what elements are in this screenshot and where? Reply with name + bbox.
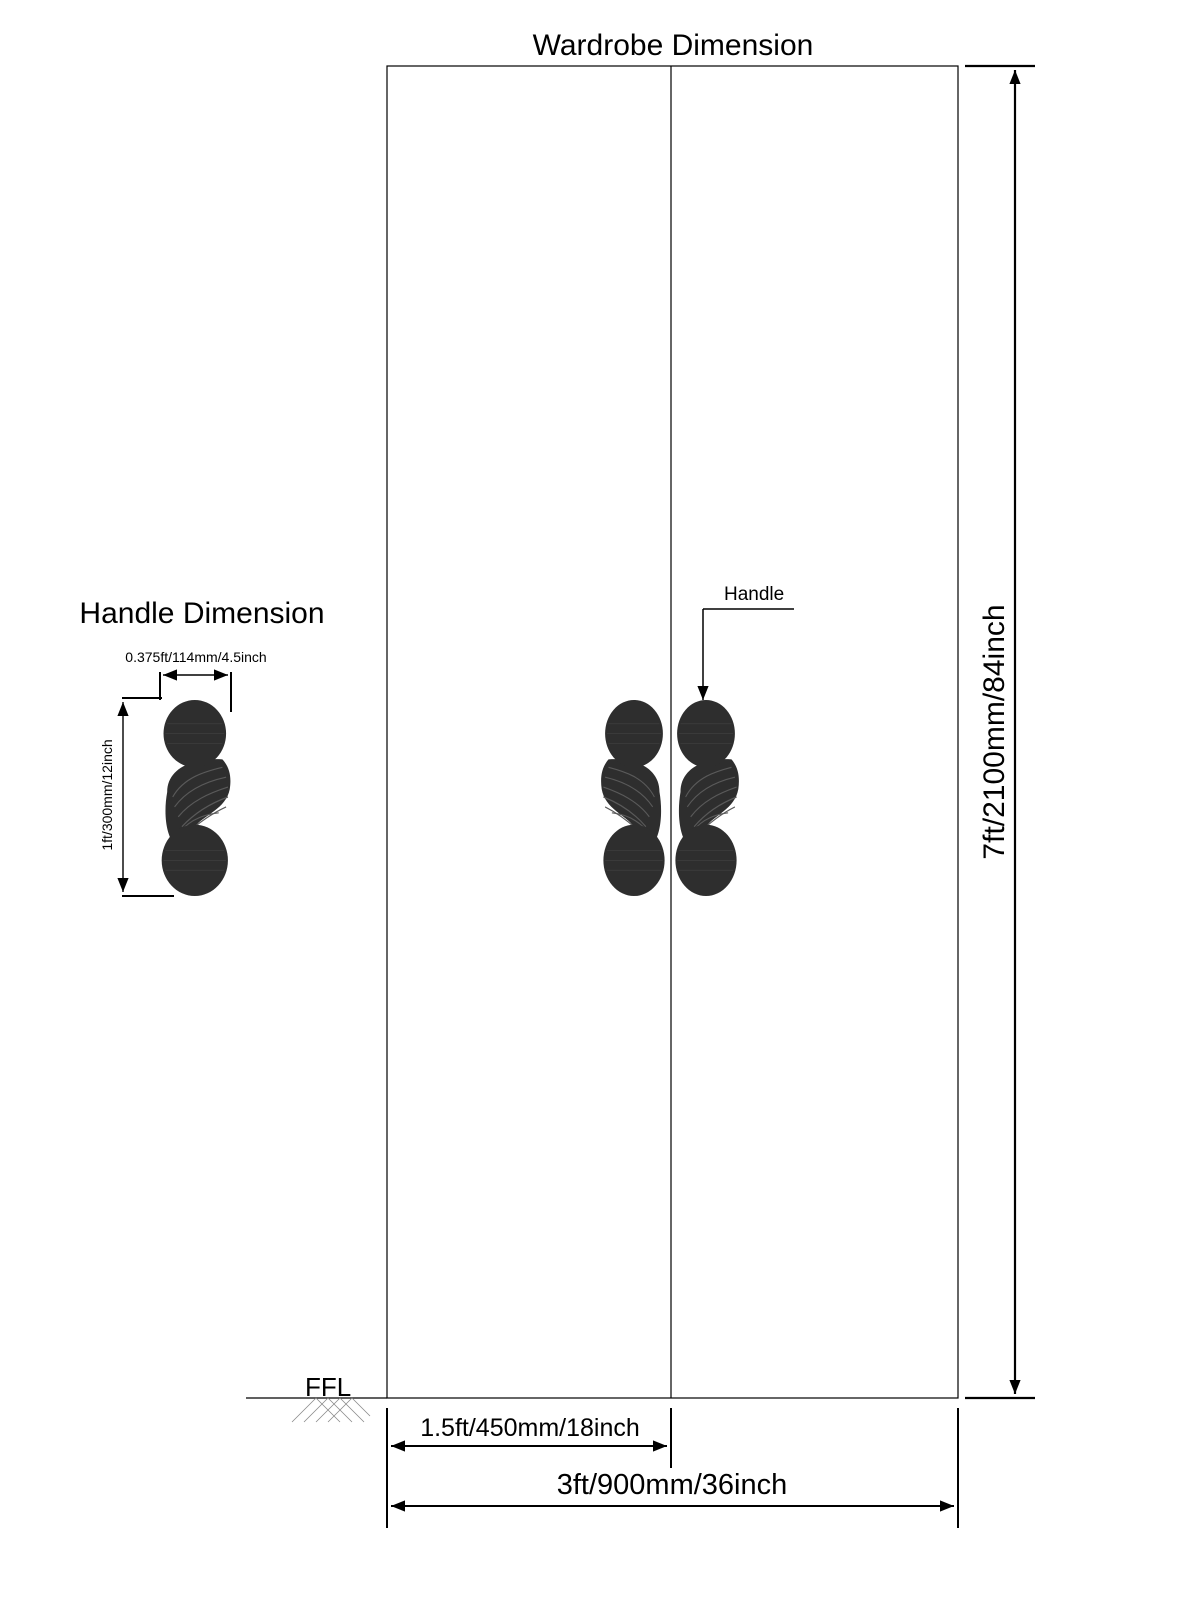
handle-width-dimension-line — [122, 672, 231, 712]
wardrobe-outline — [387, 66, 958, 1398]
handle-width-label: 0.375ft/114mm/4.5inch — [125, 649, 267, 665]
handle-callout — [703, 609, 794, 700]
handle-detail-drawing — [162, 700, 231, 896]
left-door-handle — [601, 700, 665, 896]
door-width-label: 1.5ft/450mm/18inch — [420, 1414, 640, 1442]
right-door-handle — [675, 700, 739, 896]
height-dimension-label: 7ft/2100mm/84inch — [978, 604, 1011, 860]
wardrobe-title: Wardrobe Dimension — [532, 29, 814, 62]
handle-height-label: 1ft/300mm/12inch — [99, 739, 115, 851]
floor-level-label: FFL — [305, 1372, 352, 1402]
handle-detail-title: Handle Dimension — [79, 597, 325, 630]
total-width-label: 3ft/900mm/36inch — [556, 1469, 788, 1501]
handle-callout-label: Handle — [724, 584, 785, 605]
